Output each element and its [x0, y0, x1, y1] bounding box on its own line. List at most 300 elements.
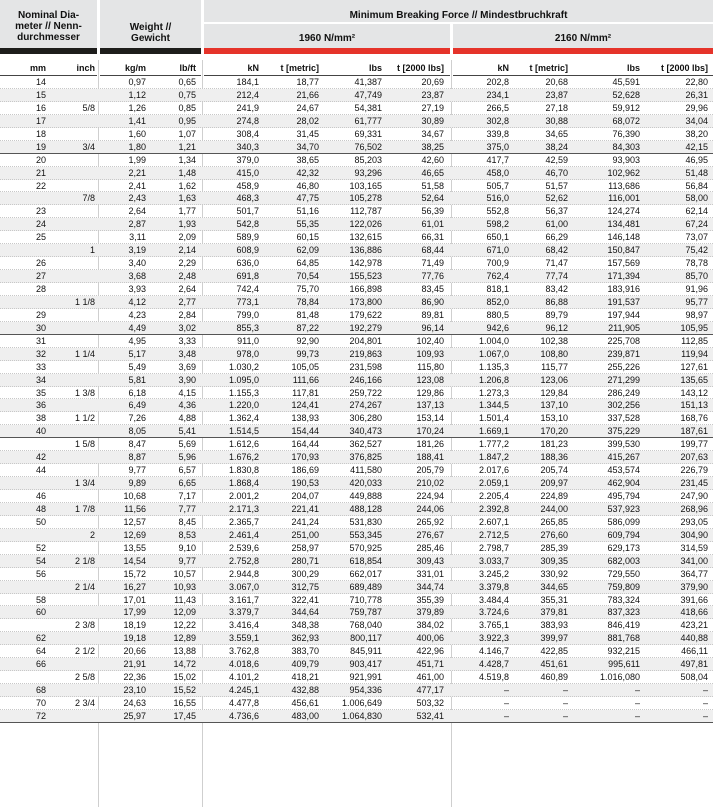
table-row	[0, 309, 713, 322]
cell-t-short-1960: 532,41	[416, 710, 444, 721]
cell-kg-per-m: 10,68	[123, 491, 146, 501]
cell-kn-1960: 1.830,8	[228, 465, 259, 476]
cell-kn-2160: 234,1	[486, 89, 509, 100]
cell-mm: 28	[35, 284, 46, 294]
cell-t-metric-1960: 46,80	[296, 180, 319, 191]
cell-lbs-2160: 93,903	[612, 154, 640, 165]
cell-t-metric-1960: 18,77	[296, 77, 319, 87]
table-row	[0, 529, 713, 542]
cell-kn-2160: 2.017,6	[478, 465, 509, 476]
cell-kg-per-m: 2,87	[128, 219, 146, 230]
cell-lbs-2160: 45,591	[612, 77, 640, 87]
cell-kn-1960: 691,8	[236, 271, 259, 282]
cell-kg-per-m: 11,56	[124, 503, 146, 514]
cell-lb-per-ft: 9,10	[178, 542, 196, 553]
cell-t-metric-1960: 221,41	[291, 503, 319, 514]
cell-kg-per-m: 5,81	[128, 374, 146, 385]
cell-lbs-1960: 179,622	[349, 309, 382, 320]
cell-lbs-1960: 246,166	[349, 374, 382, 385]
table-row	[0, 412, 713, 425]
cell-t-short-1960: 42,60	[421, 154, 444, 165]
cell-t-short-1960: 451,71	[416, 659, 444, 670]
cell-lbs-2160: 124,274	[607, 206, 640, 217]
cell-t-short-1960: 355,39	[416, 594, 444, 605]
cell-t-metric-2160: 51,57	[545, 180, 568, 191]
cell-kg-per-m: 2,43	[128, 193, 146, 204]
cell-kg-per-m: 2,21	[128, 167, 146, 178]
cell-t-short-1960: 66,31	[421, 232, 444, 243]
cell-t-short-2160: 78,78	[685, 258, 708, 269]
cell-kn-1960: 1.362,4	[228, 413, 259, 424]
cell-t-metric-1960: 432,88	[291, 685, 319, 696]
cell-lb-per-ft: 4,36	[178, 400, 196, 411]
cell-t-metric-1960: 87,22	[296, 322, 319, 333]
cell-t-metric-1960: 124,41	[291, 400, 319, 411]
cell-lbs-2160: 171,394	[607, 271, 640, 282]
cell-lbs-2160: 197,944	[607, 309, 640, 320]
cell-t-metric-1960: 456,61	[291, 698, 319, 708]
cell-mm: 23	[35, 206, 46, 217]
table-row	[0, 606, 713, 619]
cell-t-short-2160: 151,13	[680, 400, 708, 411]
cell-t-short-1960: 27,19	[421, 102, 444, 113]
cell-kn-1960: 3.559,1	[228, 633, 259, 644]
cell-t-short-1960: 400,06	[416, 633, 444, 644]
cell-lb-per-ft: 4,15	[178, 387, 196, 398]
table-row	[0, 594, 713, 607]
cell-kn-1960: 1.220,0	[228, 400, 259, 411]
cell-lbs-2160: 191,537	[607, 296, 640, 307]
cell-mm: 52	[35, 542, 46, 553]
table-row	[0, 581, 713, 594]
table-row	[0, 348, 713, 361]
cell-t-short-2160: 42,15	[685, 141, 708, 152]
cell-t-short-2160: 247,90	[680, 491, 708, 501]
cell-lb-per-ft: 1,48	[178, 167, 196, 178]
table-row	[0, 451, 713, 464]
table-row	[0, 322, 713, 335]
cell-mm: 16	[35, 102, 46, 113]
cell-kn-1960: 3.067,0	[228, 581, 259, 592]
cell-lbs-2160: 239,871	[607, 348, 640, 359]
cell-kn-2160: 852,0	[486, 296, 509, 307]
cell-kn-1960: 4.245,1	[228, 685, 259, 696]
cell-t-metric-2160: 422,85	[540, 646, 568, 657]
cell-lbs-2160: 337,528	[607, 413, 640, 424]
cell-t-metric-1960: 55,35	[296, 219, 319, 230]
nominal-diameter-heading: Nominal Dia- meter // Nenn- durchmesser	[15, 10, 82, 43]
cell-lb-per-ft: 2,14	[178, 245, 196, 256]
table-row	[0, 503, 713, 516]
cell-t-short-1960: 46,65	[421, 167, 444, 178]
cell-inch: 2 3/8	[74, 620, 95, 631]
cell-t-metric-1960: 75,70	[296, 284, 319, 294]
cell-kn-1960: 340,3	[236, 141, 259, 152]
cell-lbs-2160: 759,809	[607, 581, 640, 592]
cell-t-short-2160: 364,77	[680, 568, 708, 579]
cell-lbs-1960: 132,615	[349, 232, 382, 243]
cell-t-metric-2160: 96,12	[545, 322, 568, 333]
cell-lbs-1960: 166,898	[349, 284, 382, 294]
cell-kg-per-m: 6,18	[128, 387, 146, 398]
cell-kn-2160: 302,8	[486, 115, 509, 126]
cell-t-metric-1960: 81,48	[296, 309, 319, 320]
cell-lbs-2160: 59,912	[612, 102, 640, 113]
cell-kn-2160: 4.519,8	[478, 672, 509, 683]
cell-lbs-1960: 204,801	[349, 335, 382, 346]
table-row	[0, 270, 713, 283]
cell-mm: 26	[35, 258, 46, 269]
cell-mm: 29	[35, 309, 46, 320]
cell-t-short-1960: 170,24	[416, 426, 444, 437]
cell-t-metric-2160: 170,20	[540, 426, 568, 437]
cell-t-metric-2160: 309,35	[540, 555, 568, 566]
cell-t-short-2160: 226,79	[680, 465, 708, 476]
cell-lb-per-ft: 10,93	[173, 581, 196, 592]
cell-t-metric-1960: 190,53	[291, 478, 319, 489]
cell-t-short-2160: 62,14	[685, 206, 708, 217]
cell-t-short-1960: 153,14	[416, 413, 444, 424]
cell-lbs-1960: 41,387	[354, 77, 382, 87]
cell-t-metric-1960: 34,70	[296, 141, 319, 152]
cell-lbs-1960: 570,925	[349, 542, 382, 553]
cell-inch: 1 3/4	[74, 478, 95, 489]
cell-t-short-2160: 34,04	[685, 115, 708, 126]
cell-lbs-2160: 375,229	[607, 426, 640, 437]
cell-lbs-1960: 61,777	[354, 115, 382, 126]
cell-t-metric-1960: 78,84	[296, 296, 319, 307]
cell-t-metric-2160: 38,24	[545, 141, 568, 152]
cell-t-metric-2160: 460,89	[540, 672, 568, 683]
cell-lb-per-ft: 9,77	[178, 555, 196, 566]
cell-lbs-1960: 85,203	[354, 154, 382, 165]
cell-lbs-1960: 759,787	[349, 607, 382, 618]
cell-t-metric-2160: 89,79	[545, 309, 568, 320]
cell-kn-1960: 855,3	[236, 322, 259, 333]
cell-t-short-1960: 23,87	[421, 89, 444, 100]
cell-inch: 5/8	[82, 102, 95, 113]
cell-kn-1960: 799,0	[236, 309, 259, 320]
cell-kn-2160: 880,5	[486, 309, 509, 320]
cell-t-metric-2160: –	[562, 698, 568, 708]
cell-kn-2160: 2.607,1	[478, 516, 509, 527]
cell-t-short-1960: 309,43	[416, 555, 444, 566]
cell-t-short-1960: 61,01	[421, 219, 444, 230]
cell-lbs-2160: 183,916	[607, 284, 640, 294]
cell-mm: 34	[35, 374, 46, 385]
cell-t-short-2160: 22,80	[685, 77, 708, 87]
cell-kg-per-m: 16,27	[123, 581, 146, 592]
cell-kn-1960: 4.477,8	[228, 698, 259, 708]
cell-lbs-2160: 495,794	[607, 491, 640, 501]
cell-kn-1960: 911,0	[237, 335, 259, 346]
table-row	[0, 555, 713, 568]
cell-t-short-1960: 422,96	[416, 646, 444, 657]
cell-t-metric-2160: 188,36	[540, 452, 568, 463]
cell-kn-2160: 3.724,6	[478, 607, 509, 618]
cell-lbs-1960: 1.064,830	[341, 710, 382, 721]
cell-inch: 1 1/4	[74, 348, 95, 359]
cell-t-short-1960: 265,92	[416, 516, 444, 527]
cell-lb-per-ft: 17,45	[173, 710, 196, 721]
table-row	[0, 374, 713, 387]
column-header-t-metric-1960: t [metric]	[280, 63, 319, 73]
table-row	[0, 619, 713, 632]
cell-kn-1960: 2.752,8	[228, 555, 259, 566]
cell-lbs-1960: 155,523	[349, 271, 382, 282]
cell-t-metric-2160: 379,81	[540, 607, 568, 618]
cell-kn-1960: 379,0	[236, 154, 259, 165]
cell-t-metric-1960: 322,41	[291, 594, 319, 605]
cell-lbs-2160: 102,962	[607, 167, 640, 178]
table-row	[0, 387, 713, 400]
cell-lb-per-ft: 13,88	[173, 646, 196, 657]
cell-lbs-2160: 729,550	[607, 568, 640, 579]
table-row	[0, 645, 713, 658]
cell-kn-2160: 1.669,1	[478, 426, 509, 437]
cell-kg-per-m: 1,41	[128, 115, 146, 126]
cell-kg-per-m: 2,64	[128, 206, 146, 217]
cell-lbs-2160: 586,099	[607, 516, 640, 527]
cell-lb-per-ft: 10,57	[173, 568, 196, 579]
cell-t-short-2160: 143,12	[680, 387, 708, 398]
cell-mm: 33	[35, 361, 46, 372]
cell-t-metric-2160: 285,39	[540, 542, 568, 553]
cell-mm: 35	[35, 387, 46, 398]
cell-kn-1960: 773,1	[236, 296, 259, 307]
cell-t-metric-2160: –	[562, 710, 568, 721]
cell-t-metric-2160: 153,10	[540, 413, 568, 424]
cell-kn-1960: 1.868,4	[228, 478, 259, 489]
cell-lb-per-ft: 15,02	[173, 672, 196, 683]
cell-mm: 60	[35, 607, 46, 618]
table-row	[0, 115, 713, 128]
cell-kg-per-m: 4,49	[128, 322, 146, 333]
cell-lb-per-ft: 12,89	[173, 633, 196, 644]
table-row	[0, 697, 713, 710]
cell-lbs-1960: 219,863	[349, 348, 382, 359]
cell-lbs-2160: 682,003	[607, 555, 640, 566]
cell-mm: 58	[35, 594, 46, 605]
cell-mm: 22	[35, 180, 46, 191]
cell-t-short-1960: 34,67	[421, 128, 444, 139]
cell-t-metric-1960: 186,69	[291, 465, 319, 476]
cell-inch: 1 5/8	[74, 439, 95, 450]
cell-kg-per-m: 9,77	[128, 465, 146, 476]
cell-t-metric-2160: 355,31	[540, 594, 568, 605]
cell-lbs-1960: 274,267	[349, 400, 382, 411]
cell-lbs-1960: 689,489	[349, 581, 382, 592]
cell-lbs-1960: 449,888	[349, 491, 382, 501]
cell-t-short-1960: 181,26	[416, 439, 444, 450]
cell-kg-per-m: 25,97	[123, 710, 146, 721]
cell-kg-per-m: 22,36	[123, 672, 146, 683]
cell-lbs-1960: 306,280	[349, 413, 382, 424]
cell-t-short-2160: 440,88	[680, 633, 708, 644]
cell-inch: 7/8	[82, 193, 95, 204]
cell-lb-per-ft: 12,09	[173, 607, 196, 618]
cell-kn-2160: 458,0	[486, 167, 509, 178]
breaking-force-heading: Minimum Breaking Force // Mindestbruchkraft	[349, 10, 568, 21]
cell-lb-per-ft: 5,41	[178, 426, 196, 437]
cell-lbs-1960: 411,580	[350, 465, 382, 476]
cell-lbs-2160: 271,299	[607, 374, 640, 385]
cell-kn-1960: 1.612,6	[228, 439, 259, 450]
cell-lb-per-ft: 1,34	[178, 154, 196, 165]
cell-kn-1960: 4.101,2	[228, 672, 259, 683]
cell-t-metric-2160: 20,68	[545, 77, 568, 87]
weight-heading: Weight // Gewicht	[129, 22, 172, 44]
cell-t-metric-2160: 123,06	[540, 374, 568, 385]
cell-lb-per-ft: 0,75	[178, 89, 196, 100]
cell-lbs-2160: 52,628	[612, 89, 640, 100]
cell-lb-per-ft: 12,22	[173, 620, 196, 631]
cell-t-metric-2160: 71,47	[545, 258, 568, 269]
cell-kn-2160: 598,2	[486, 219, 509, 230]
cell-lb-per-ft: 14,72	[173, 659, 196, 670]
table-body	[0, 76, 713, 723]
cell-mm: 42	[35, 452, 46, 463]
cell-lb-per-ft: 3,33	[178, 335, 196, 346]
cell-inch: 2 1/2	[74, 646, 95, 657]
cell-lbs-2160: 286,249	[607, 387, 640, 398]
cell-kg-per-m: 1,60	[128, 128, 146, 139]
cell-lbs-1960: 420,033	[349, 478, 382, 489]
table-row	[0, 361, 713, 374]
grade-1960-heading: 1960 N/mm²	[298, 33, 356, 44]
cell-t-metric-2160: 265,85	[540, 516, 568, 527]
cell-kn-1960: 468,3	[236, 193, 259, 204]
cell-lb-per-ft: 0,65	[178, 77, 196, 87]
table-row	[0, 684, 713, 697]
cell-kn-2160: 2.712,5	[478, 529, 509, 540]
cell-lbs-2160: 837,323	[607, 607, 640, 618]
cell-t-metric-1960: 348,38	[291, 620, 319, 631]
column-header-lbs-2160: lbs	[626, 63, 640, 73]
cell-lbs-1960: 76,502	[354, 141, 382, 152]
cell-lbs-2160: –	[634, 710, 640, 721]
cell-mm: 31	[35, 335, 46, 346]
cell-mm: 17	[35, 115, 46, 126]
cell-lbs-2160: 134,481	[607, 219, 640, 230]
cell-kg-per-m: 15,72	[123, 568, 146, 579]
cell-t-short-2160: 418,66	[680, 607, 708, 618]
cell-inch: 1 3/8	[74, 387, 95, 398]
cell-kn-1960: 608,9	[236, 245, 259, 256]
cell-lbs-1960: 1.006,649	[341, 698, 382, 708]
cell-t-metric-1960: 60,15	[296, 232, 319, 243]
column-header-kn-1960: kN	[247, 63, 259, 73]
cell-mm: 54	[35, 555, 46, 566]
cell-mm: 38	[35, 413, 46, 424]
cell-mm: 48	[35, 503, 46, 514]
cell-kn-1960: 458,9	[236, 180, 259, 191]
cell-lbs-2160: 415,267	[607, 452, 640, 463]
cell-kg-per-m: 9,89	[128, 478, 146, 489]
cell-kn-2160: 1.135,3	[478, 361, 509, 372]
cell-t-short-1960: 20,69	[421, 77, 444, 87]
cell-kn-2160: 3.245,2	[478, 568, 509, 579]
cell-lbs-2160: 116,001	[608, 193, 640, 204]
cell-lbs-2160: 68,072	[612, 115, 640, 126]
cell-t-short-2160: 187,61	[680, 426, 708, 437]
cell-t-short-1960: 86,90	[421, 296, 444, 307]
table-row	[0, 244, 713, 257]
cell-kg-per-m: 1,26	[128, 102, 146, 113]
column-header-inch: inch	[76, 63, 95, 73]
cell-lb-per-ft: 0,85	[178, 102, 196, 113]
cell-kn-2160: 1.004,0	[478, 335, 509, 346]
cell-lbs-1960: 362,527	[349, 439, 382, 450]
cell-lbs-2160: 453,574	[607, 465, 640, 476]
cell-kn-2160: 552,8	[486, 206, 509, 217]
cell-t-short-1960: 52,64	[421, 193, 444, 204]
cell-t-short-1960: 285,46	[416, 542, 444, 553]
cell-lb-per-ft: 1,93	[178, 219, 196, 230]
cell-lb-per-ft: 1,21	[178, 141, 196, 152]
cell-lbs-1960: 47,749	[354, 89, 382, 100]
cell-t-short-2160: 268,96	[680, 503, 708, 514]
cell-t-short-2160: 423,21	[680, 620, 708, 631]
cell-t-short-2160: 38,20	[685, 128, 708, 139]
cell-kg-per-m: 0,97	[128, 77, 146, 87]
cell-t-short-1960: 115,80	[417, 361, 444, 372]
cell-t-short-2160: 231,45	[680, 478, 708, 489]
cell-lb-per-ft: 1,63	[178, 193, 196, 204]
cell-t-short-1960: 384,02	[416, 620, 444, 631]
cell-inch: 1 1/8	[74, 296, 95, 307]
cell-inch: 1 7/8	[74, 503, 95, 514]
cell-lbs-2160: 629,173	[607, 542, 640, 553]
cell-t-short-2160: 105,95	[680, 322, 708, 333]
cell-mm: 66	[35, 659, 46, 670]
cell-t-short-2160: –	[702, 685, 708, 696]
cell-lbs-1960: 618,854	[349, 555, 382, 566]
table-row	[0, 154, 713, 167]
cell-mm: 64	[35, 646, 46, 657]
cell-kg-per-m: 3,93	[128, 284, 146, 294]
cell-t-short-1960: 102,40	[416, 335, 444, 346]
cell-t-short-1960: 129,86	[416, 387, 444, 398]
cell-lbs-2160: 609,794	[607, 529, 640, 540]
column-header-lbs-1960: lbs	[368, 63, 382, 73]
cell-mm: 30	[35, 322, 46, 333]
cell-kg-per-m: 1,99	[128, 154, 146, 165]
cell-lb-per-ft: 2,84	[178, 309, 196, 320]
cell-lb-per-ft: 3,02	[178, 322, 196, 333]
cell-t-short-1960: 71,49	[421, 258, 444, 269]
cell-kg-per-m: 18,19	[123, 620, 146, 631]
cell-kn-2160: 4.146,7	[478, 646, 509, 657]
cell-mm: 62	[35, 633, 46, 644]
cell-t-short-2160: 46,95	[685, 154, 708, 165]
cell-t-metric-2160: 66,29	[545, 232, 568, 243]
cell-t-metric-2160: 451,61	[540, 659, 568, 670]
cell-kg-per-m: 20,66	[123, 646, 146, 657]
cell-t-metric-2160: 115,77	[541, 361, 568, 372]
cell-kn-1960: 1.030,2	[228, 361, 259, 372]
cell-lbs-2160: 225,708	[607, 335, 640, 346]
cell-lbs-2160: 146,148	[607, 232, 640, 243]
cell-kg-per-m: 24,63	[123, 698, 146, 708]
cell-kg-per-m: 4,12	[128, 296, 146, 307]
table-row	[0, 438, 713, 451]
cell-kg-per-m: 12,57	[123, 516, 146, 527]
table-row	[0, 218, 713, 231]
cell-kn-2160: 1.344,5	[478, 400, 509, 411]
cell-kn-1960: 415,0	[236, 167, 259, 178]
cell-lb-per-ft: 4,88	[178, 413, 196, 424]
